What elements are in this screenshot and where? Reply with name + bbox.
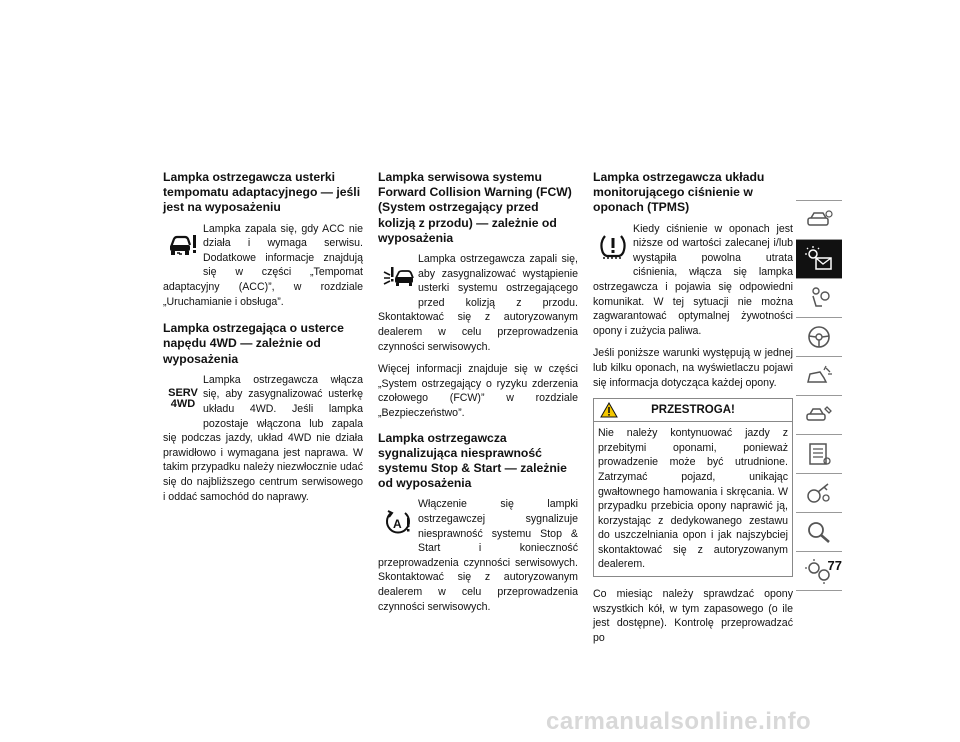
steering-wheel-icon — [804, 324, 834, 350]
column-3 — [593, 170, 793, 653]
section-tpms-text: Kiedy ciśnienie w oponach jest niższe od wartości zalecanej i/lub wystąpiła powolna utrata ciśnienia, włącza się lampka ostrzegawcza i pojawia się odpowiedni komunikat. W tej sytuacji nie można zagwarantować optymalnej żywotności opony i zużycia paliwa. — [593, 222, 793, 337]
section-stopstart — [378, 497, 578, 614]
section-tpms — [593, 222, 793, 339]
serv-4wd-icon: SERV 4WD — [168, 386, 198, 410]
section-fcw — [378, 252, 578, 354]
section-stopstart-text: Włączenie się lampki ostrzegawczej sygnalizuje niesprawność systemu Stop & Start i konieczność przeprowadzenia czynności serwisowych. Skontaktować się z autoryzowanym dealerem w celu przeprowadzenia czynności serwisowych. — [378, 498, 578, 613]
section-fcw-text: Lampka ostrzegawcza zapali się, aby zasygnalizować wystąpienie usterki systemu ostrzegającego przed kolizją z przodu. Skontaktować się z autoryzowanym dealerem w celu przeprowadzenia czynności serwisowych. — [378, 253, 578, 353]
warning-triangle-icon — [600, 402, 618, 423]
column-1 — [163, 170, 363, 512]
dashboard-warning-icon — [804, 246, 834, 272]
section-fcw-text2: Więcej informacji znajduje się w części „System ostrzegający o ryzyku zderzenia czołowego (FCW)” w rozdziale „Bezpieczeństwo”. — [378, 363, 578, 419]
svg-text:A: A — [393, 517, 402, 532]
section-tpms-text3: Co miesiąc należy sprawdzać opony wszystkich kół, w tym zapasowego (o ile jest dostępne). Kontrolę przeprowadzać po — [593, 588, 793, 644]
caution-header — [594, 399, 792, 422]
section-tpms-title: Lampka ostrzegawcza układu monitorującego ciśnienie w oponach (TPMS) — [593, 170, 765, 215]
stop-start-fault-icon — [378, 497, 418, 549]
car-crash-icon — [804, 364, 834, 388]
tab-checklist[interactable] — [796, 434, 842, 473]
acc-warning-icon — [163, 222, 203, 266]
column-2 — [378, 170, 578, 622]
airbag-icon — [804, 286, 834, 310]
checklist-icon — [804, 441, 834, 467]
caution-box — [593, 398, 793, 577]
section-fcw-title: Lampka serwisowa systemu Forward Collision Warning (FCW) (System ostrzegający przed kolizją z przodu) — zależnie od wyposażenia — [378, 170, 572, 245]
tab-steering-wheel[interactable] — [796, 317, 842, 356]
watermark: carmanualsonline.info — [546, 708, 812, 735]
section-4wd-title: Lampka ostrzegająca o usterce napędu 4WD — zależnie od wyposażenia — [163, 321, 344, 366]
section-acc-title: Lampka ostrzegawcza usterki tempomatu adaptacyjnego — jeśli jest na wyposażeniu — [163, 170, 361, 215]
tab-key-start[interactable] — [796, 473, 842, 512]
car-info-icon — [804, 208, 834, 232]
section-acc-text: Lampka zapala się, gdy ACC nie działa i wymaga serwisu. Dodatkowe informacje znajdują się w części „Tempomat adaptacyjny (ACC)”, w rozdziale „Uruchamianie i obsługa”. — [163, 222, 363, 308]
key-start-icon — [804, 480, 834, 506]
magnifier-icon — [804, 519, 834, 545]
section-4wd — [163, 373, 363, 504]
tab-search[interactable] — [796, 512, 842, 551]
tab-car-service[interactable] — [796, 395, 842, 434]
section-tpms-text2: Jeśli poniższe warunki występują w jednej lub kilku oponach, na wyświetlaczu pojawi się informacja dotycząca każdej opony. — [593, 347, 793, 389]
section-4wd-text: Lampka ostrzegawcza włącza się, aby zasygnalizować usterkę układu 4WD. Jeśli lampka pozostaje włączona lub zapala się podczas jazdy, układ 4WD nie działa prawidłowo i wymagana jest naprawa. W takim przypadku należy niezwłocznie udać się do najbliższego centrum serwisowego i oddać samochód do naprawy. — [163, 373, 363, 503]
tab-dashboard-warning[interactable] — [796, 239, 842, 278]
tab-airbag[interactable] — [796, 278, 842, 317]
page-number: 77 — [827, 558, 842, 573]
tab-car-info[interactable] — [796, 200, 842, 239]
car-service-icon — [804, 403, 834, 427]
chapter-sidebar — [796, 200, 842, 591]
caution-heading: PRZESTROGA! — [651, 403, 735, 416]
fcw-warning-icon — [378, 252, 418, 302]
tab-car-crash[interactable] — [796, 356, 842, 395]
section-stopstart-title: Lampka ostrzegawcza sygnalizująca niesprawność systemu Stop & Start — zależnie od wyposażenia — [378, 430, 567, 491]
tpms-warning-icon — [593, 222, 633, 270]
caution-text: Nie należy kontynuować jazdy z przebitymi oponami, ponieważ prowadzenie może być utrudnione. Zatrzymać pojazd, unikając gwałtownego hamowania i skręcania. W przypadku przebicia opony naprawić ją, korzystając z dedykowanego zestawu do uszczelniania opon i jak najszybciej skontaktować się z autoryzowanym dealerem. — [598, 427, 788, 571]
section-acc — [163, 222, 363, 310]
